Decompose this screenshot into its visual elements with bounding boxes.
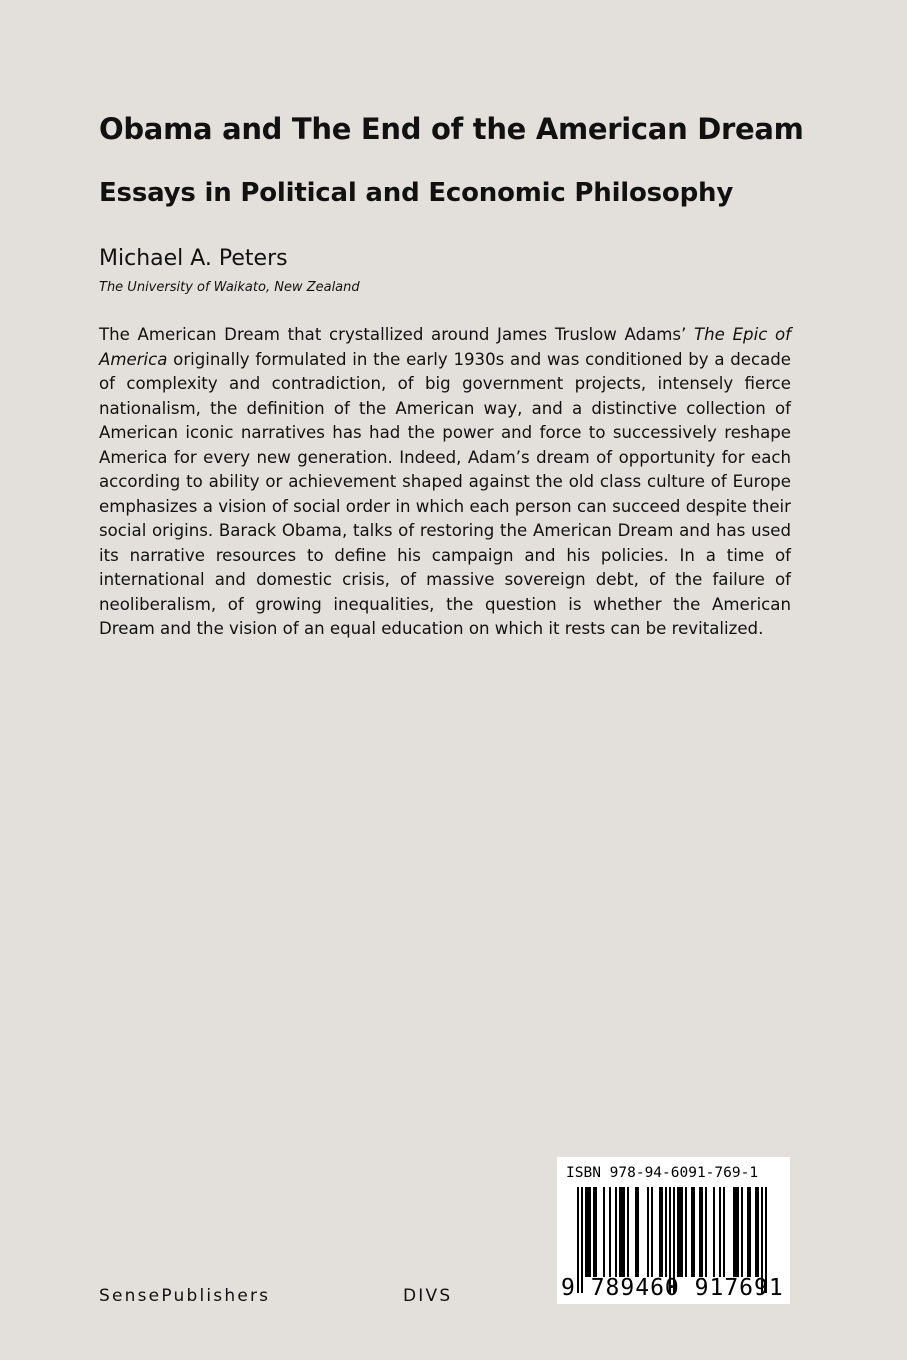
barcode-bar bbox=[681, 1187, 683, 1277]
barcode-bar bbox=[585, 1187, 587, 1277]
description-book-title: The Epic of America bbox=[99, 325, 791, 369]
book-title: Obama and The End of the American Dream bbox=[99, 112, 804, 146]
barcode-bar bbox=[623, 1187, 625, 1277]
barcode-bar bbox=[661, 1187, 663, 1277]
barcode-bar bbox=[637, 1187, 639, 1277]
barcode-bar bbox=[615, 1187, 617, 1277]
barcode-bar bbox=[699, 1187, 701, 1277]
barcode-bar bbox=[693, 1187, 695, 1277]
barcode-bar bbox=[747, 1187, 749, 1277]
barcode-bar bbox=[627, 1187, 629, 1277]
isbn-barcode-panel bbox=[557, 1157, 790, 1304]
barcode-bar bbox=[741, 1187, 743, 1277]
barcode-bar bbox=[677, 1187, 679, 1277]
barcode-bar bbox=[621, 1187, 623, 1277]
barcode-bar bbox=[723, 1187, 725, 1277]
barcode-bar bbox=[757, 1187, 759, 1277]
barcode-bar bbox=[755, 1187, 757, 1277]
description-text-start: The American Dream that crystallized around James Truslow Adams’ bbox=[99, 325, 695, 344]
book-subtitle: Essays in Political and Economic Philosophy bbox=[99, 178, 734, 208]
barcode-bar bbox=[713, 1187, 715, 1277]
barcode-bar bbox=[651, 1187, 653, 1277]
author-name: Michael A. Peters bbox=[99, 246, 288, 271]
barcode-bar bbox=[719, 1187, 721, 1277]
barcode-bar bbox=[659, 1187, 661, 1277]
barcode-bar bbox=[705, 1187, 707, 1277]
barcode-bar bbox=[737, 1187, 739, 1277]
barcode-bar bbox=[647, 1187, 649, 1277]
barcode-bar bbox=[609, 1187, 611, 1277]
barcode-bar bbox=[749, 1187, 751, 1277]
book-description bbox=[99, 323, 791, 642]
barcode-bar bbox=[679, 1187, 681, 1277]
barcode-bar bbox=[735, 1187, 737, 1277]
barcode-bar bbox=[733, 1187, 735, 1277]
barcode-bar bbox=[691, 1187, 693, 1277]
barcode-bar bbox=[701, 1187, 703, 1277]
barcode-bar bbox=[593, 1187, 595, 1277]
barcode-bar bbox=[635, 1187, 637, 1277]
author-affiliation: The University of Waikato, New Zealand bbox=[99, 280, 360, 295]
barcode-bar bbox=[587, 1187, 589, 1277]
series-name: DIVS bbox=[403, 1286, 453, 1306]
barcode-bar bbox=[665, 1187, 667, 1277]
barcode-bar bbox=[595, 1187, 597, 1277]
barcode-bar bbox=[603, 1187, 605, 1277]
publisher-name: SensePublishers bbox=[99, 1286, 271, 1306]
description-text-rest: originally formulated in the early 1930s and was conditioned by a decade of complexity and contradiction, of big government projects, intensely fierce nationalism, the definition of the American way, and a distinctive collection of American iconic narratives has had the power and force to successively reshape America for every new generation. Indeed, Adam’s dream of opportunity for each according to ability or achievement shaped against the old class culture of Europe emphasizes a vision of social order in which each person can succeed despite their social origins. Barack Obama, talks of restoring the American Dream and has used its narrative resources to define his campaign and his policies. In a time of international and domestic crisis, of massive sovereign debt, of the failure of neoliberalism, of growing inequalities, the question is whether the American Dream and the vision of an equal education on which it rests can be revitalized. bbox=[99, 349, 791, 638]
barcode-bar bbox=[619, 1187, 621, 1277]
barcode-digits: 9 789460 917691 bbox=[561, 1275, 784, 1301]
isbn-label: ISBN 978-94-6091-769-1 bbox=[566, 1165, 759, 1181]
barcode-bar bbox=[685, 1187, 687, 1277]
barcode-bar bbox=[589, 1187, 591, 1277]
